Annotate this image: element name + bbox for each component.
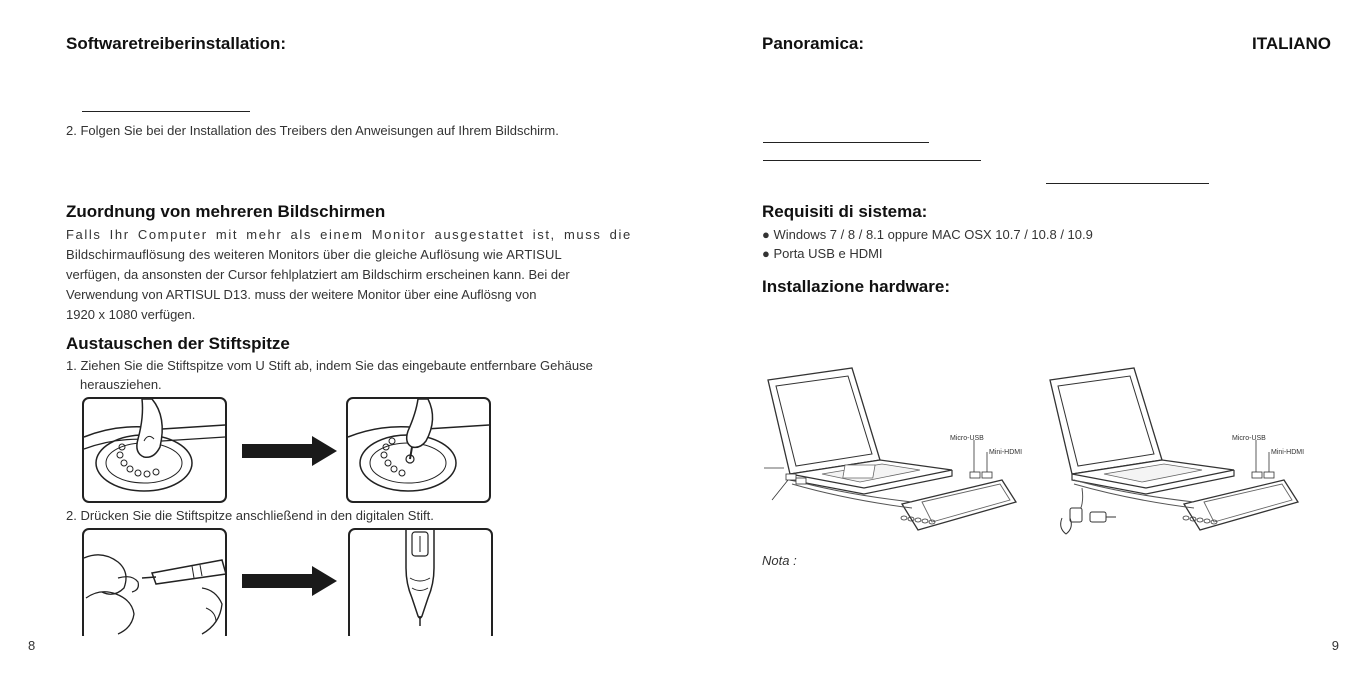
hardware-heading: Installazione hardware:: [762, 277, 950, 296]
label-micro-usb: Micro-USB: [950, 435, 984, 442]
nib-step-2: 2. Drücken Sie die Stiftspitze anschließend in den digitalen Stift.: [66, 508, 434, 523]
label-micro-usb: Micro-USB: [1232, 435, 1266, 442]
overview-heading: Panoramica:: [762, 34, 865, 53]
arrow-right-icon: [242, 566, 337, 596]
multi-monitor-paragraph: [66, 225, 646, 325]
redacted-line: [1046, 183, 1209, 184]
note-label: Nota :: [762, 553, 797, 568]
multi-monitor-heading: Zuordnung von mehreren Bildschirmen: [66, 202, 386, 221]
multi-line: Bildschirmauflösung des weiteren Monitors über die gleiche Auflösung wie ARTISUL: [66, 247, 562, 262]
laptop-tablet-connection-illustration: [762, 352, 1032, 544]
hand-inserting-nib-illustration: [82, 528, 227, 636]
redacted-line: [82, 111, 250, 112]
laptop-tablet-power-illustration: [1044, 352, 1314, 544]
redacted-line: [763, 160, 981, 161]
install-step-2: 2. Folgen Sie bei der Installation des Treibers den Anweisungen auf Ihrem Bildschirm.: [66, 123, 559, 138]
multi-line: verfügen, da ansonsten der Cursor fehlplatziert am Bildschirm erscheinen kann. Bei der: [66, 267, 570, 282]
page-number-right: 9: [1331, 638, 1339, 653]
page-number-left: 8: [28, 638, 36, 653]
nib-step-1: 1. Ziehen Sie die Stiftspitze vom U Stift ab, indem Sie das eingebaute entfernbare Gehäuse: [66, 358, 593, 373]
multi-line: Verwendung von ARTISUL D13. muss der weitere Monitor über eine Auflösng von: [66, 287, 537, 302]
multi-line: Falls Ihr Computer mit mehr als einem Monitor ausgestattet ist, muss die: [66, 227, 632, 242]
requirements-heading: Requisiti di sistema:: [762, 202, 928, 221]
requirement-item: ● Porta USB e HDMI: [762, 246, 883, 261]
redacted-line: [763, 142, 929, 143]
nib-heading: Austauschen der Stiftspitze: [66, 334, 290, 353]
arrow-right-icon: [242, 436, 337, 466]
language-label: ITALIANO: [1251, 34, 1331, 53]
label-mini-hdmi: Mini-HDMI: [1271, 449, 1305, 456]
label-mini-hdmi: Mini-HDMI: [989, 449, 1023, 456]
nib-step-1-cont: herausziehen.: [80, 377, 162, 392]
install-heading: Softwaretreiberinstallation:: [66, 34, 287, 53]
pen-holder-illustration-before: [82, 397, 227, 503]
multi-line: 1920 x 1080 verfügen.: [66, 307, 196, 322]
pen-holder-illustration-after: [346, 397, 491, 503]
pen-with-nib-illustration: [348, 528, 493, 636]
requirement-item: ● Windows 7 / 8 / 8.1 oppure MAC OSX 10.7 / 10.8 / 10.9: [762, 227, 1093, 242]
